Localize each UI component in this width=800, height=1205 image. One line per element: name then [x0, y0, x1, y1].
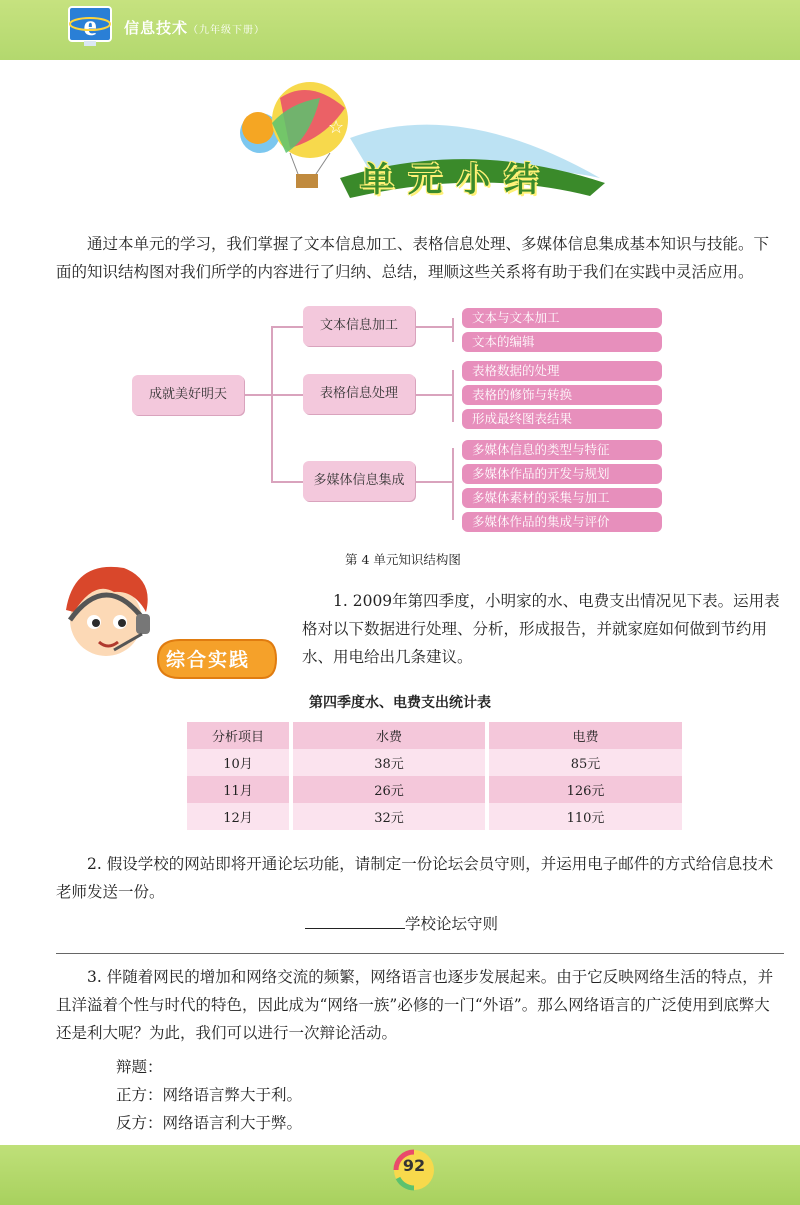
- question-3: 3. 伴随着网民的增加和网络交流的频繁，网络语言也逐步发展起来。由于它反映网络生活的特点，并且洋溢着个性与时代的特色，因此成为“网络一族”必修的一门“外语”。那么网络语言的广泛使用到底弊大还是利大呢？为此，我们可以进行一次辩论活动。: [56, 968, 774, 1042]
- book-title: [124, 17, 265, 38]
- page-number: 92: [402, 1156, 426, 1175]
- table-header-row: [187, 722, 682, 749]
- table-row: [187, 776, 682, 803]
- fill-in-blank: [305, 912, 405, 929]
- question-2: 2. 假设学校的网站即将开通论坛功能，请制定一份论坛会员守则，并运用电子邮件的方式给信息技术老师发送一份。: [56, 855, 774, 901]
- forum-rules-heading: [305, 912, 498, 934]
- debate-pro: 正方：网络语言弊大于利。: [116, 1086, 303, 1104]
- connector: [271, 326, 273, 482]
- mindmap-leaf: 文本的编辑: [462, 332, 662, 352]
- mindmap-branch: 表格信息处理: [303, 374, 415, 414]
- mindmap-branch: 文本信息加工: [303, 306, 415, 346]
- divider-line: [56, 953, 784, 954]
- table-cell: 110元: [485, 803, 682, 830]
- mindmap-leaf: 多媒体信息的类型与特征: [462, 440, 662, 460]
- connector: [415, 481, 453, 483]
- utility-stats-table: [187, 722, 682, 830]
- table-row: [187, 803, 682, 830]
- table-cell: 12月: [187, 803, 289, 830]
- debate-topic-label: 辩题：: [116, 1058, 163, 1076]
- connector: [244, 394, 272, 396]
- connector: [271, 481, 303, 483]
- mindmap-leaf: 表格数据的处理: [462, 361, 662, 381]
- table-cell: 126元: [485, 776, 682, 803]
- page-header: [0, 0, 800, 60]
- table-header-cell: 电费: [485, 722, 682, 749]
- connector: [271, 326, 303, 328]
- connector: [452, 448, 454, 520]
- table-cell: 38元: [289, 749, 485, 776]
- mindmap-leaf: 多媒体素材的采集与加工: [462, 488, 662, 508]
- table-row: [187, 749, 682, 776]
- book-title-text: 信息技术: [124, 19, 189, 37]
- mindmap-leaf: 多媒体作品的集成与评价: [462, 512, 662, 532]
- practice-badge-label: 综合实践: [166, 649, 251, 671]
- forum-rules-text: 学校论坛守则: [405, 915, 499, 933]
- book-volume: （九年级下册）: [188, 25, 266, 36]
- connector: [452, 370, 454, 422]
- intro-paragraph: 通过本单元的学习，我们掌握了文本信息加工、表格信息处理、多媒体信息集成基本知识与技能。下面的知识结构图对我们所学的内容进行了归纳、总结，理顺这些关系将有助于我们在实践中灵活应用。: [56, 235, 770, 281]
- mindmap-leaf: 形成最终图表结果: [462, 409, 662, 429]
- connector: [271, 394, 303, 396]
- table-cell: 11月: [187, 776, 289, 803]
- mindmap-root: 成就美好明天: [132, 375, 244, 415]
- ie-logo-icon: [66, 4, 114, 50]
- mindmap-leaf: 表格的修饰与转换: [462, 385, 662, 405]
- headset-kid-illustration: [44, 550, 164, 670]
- table-cell: 10月: [187, 749, 289, 776]
- table-title: 第四季度水、电费支出统计表: [309, 695, 491, 711]
- svg-text:e: e: [83, 9, 97, 42]
- unit-summary-title: 单元小结: [360, 160, 552, 200]
- table-cell: 85元: [485, 749, 682, 776]
- table-cell: 32元: [289, 803, 485, 830]
- svg-text:☆: ☆: [328, 117, 345, 138]
- table-header-cell: 分析项目: [187, 722, 289, 749]
- connector: [415, 326, 453, 328]
- diagram-caption: 第 4 单元知识结构图: [345, 552, 461, 567]
- mindmap-leaf: 文本与文本加工: [462, 308, 662, 328]
- question-1: 1. 2009年第四季度，小明家的水、电费支出情况见下表。运用表格对以下数据进行处理、分析，形成报告，并就家庭如何做到节约用水、用电给出几条建议。: [302, 592, 780, 666]
- table-cell: 26元: [289, 776, 485, 803]
- mindmap-leaf: 多媒体作品的开发与规划: [462, 464, 662, 484]
- mindmap-branch: 多媒体信息集成: [303, 461, 415, 501]
- connector: [415, 394, 453, 396]
- connector: [452, 318, 454, 342]
- table-header-cell: 水费: [289, 722, 485, 749]
- debate-con: 反方：网络语言利大于弊。: [116, 1114, 303, 1132]
